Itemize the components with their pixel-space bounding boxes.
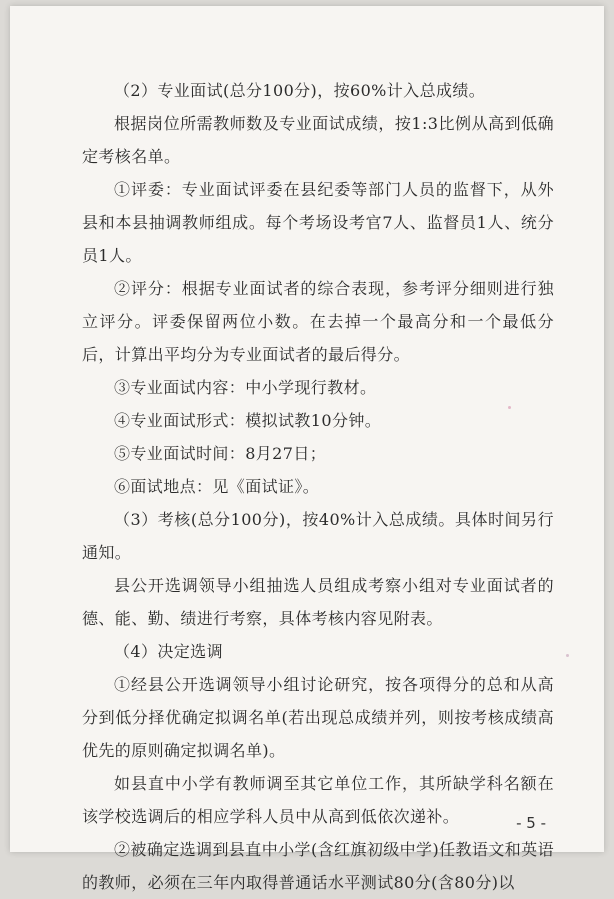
- paragraph-interview-location: ⑥面试地点：见《面试证》。: [114, 477, 320, 496]
- document-body: [82, 74, 554, 899]
- scan-speck: [566, 654, 569, 657]
- paragraph-decision-heading: （4）决定选调: [114, 642, 223, 661]
- paragraph-judges: ①评委：专业面试评委在县纪委等部门人员的监督下，从外县和本县抽调教师组成。每个考场设考官7人、监督员1人、统分员1人。: [82, 180, 554, 265]
- paragraph-interview-format: ④专业面试形式：模拟试教10分钟。: [114, 411, 382, 430]
- paragraph-interview-time: ⑤专业面试时间：8月27日；: [114, 444, 327, 463]
- paragraph-mandarin-requirement: ②被确定选调到县直中小学(含红旗初级中学)任教语文和英语的教师，必须在三年内取得普通话水平测试80分(含80分)以: [82, 840, 554, 892]
- scan-speck: [508, 406, 511, 409]
- paragraph-inspection-team: 县公开选调领导小组抽选人员组成考察小组对专业面试者的德、能、勤、绩进行考察，具体考核内容见附表。: [82, 576, 554, 628]
- paragraph-interview-content: ③专业面试内容：中小学现行教材。: [114, 378, 377, 397]
- paragraph-vacancy-fill: 如县直中小学有教师调至其它单位工作，其所缺学科名额在该学校选调后的相应学科人员中从高到低依次递补。: [82, 774, 554, 826]
- paragraph-ranking-ratio: 根据岗位所需教师数及专业面试成绩，按1:3比例从高到低确定考核名单。: [82, 114, 554, 166]
- page-number: - 5 -: [516, 814, 546, 832]
- paragraph-scoring: ②评分：根据专业面试者的综合表现，参考评分细则进行独立评分。评委保留两位小数。在去掉一个最高分和一个最低分后，计算出平均分为专业面试者的最后得分。: [82, 279, 554, 364]
- paragraph-professional-interview: （2）专业面试(总分100分)，按60%计入总成绩。: [114, 81, 486, 100]
- paragraph-decision-ranking: ①经县公开选调领导小组讨论研究，按各项得分的总和从高分到低分择优确定拟调名单(若出现总成绩并列，则按考核成绩高优先的原则确定拟调名单)。: [82, 675, 554, 760]
- paragraph-assessment: （3）考核(总分100分)，按40%计入总成绩。具体时间另行通知。: [82, 510, 554, 562]
- document-page: [10, 6, 604, 892]
